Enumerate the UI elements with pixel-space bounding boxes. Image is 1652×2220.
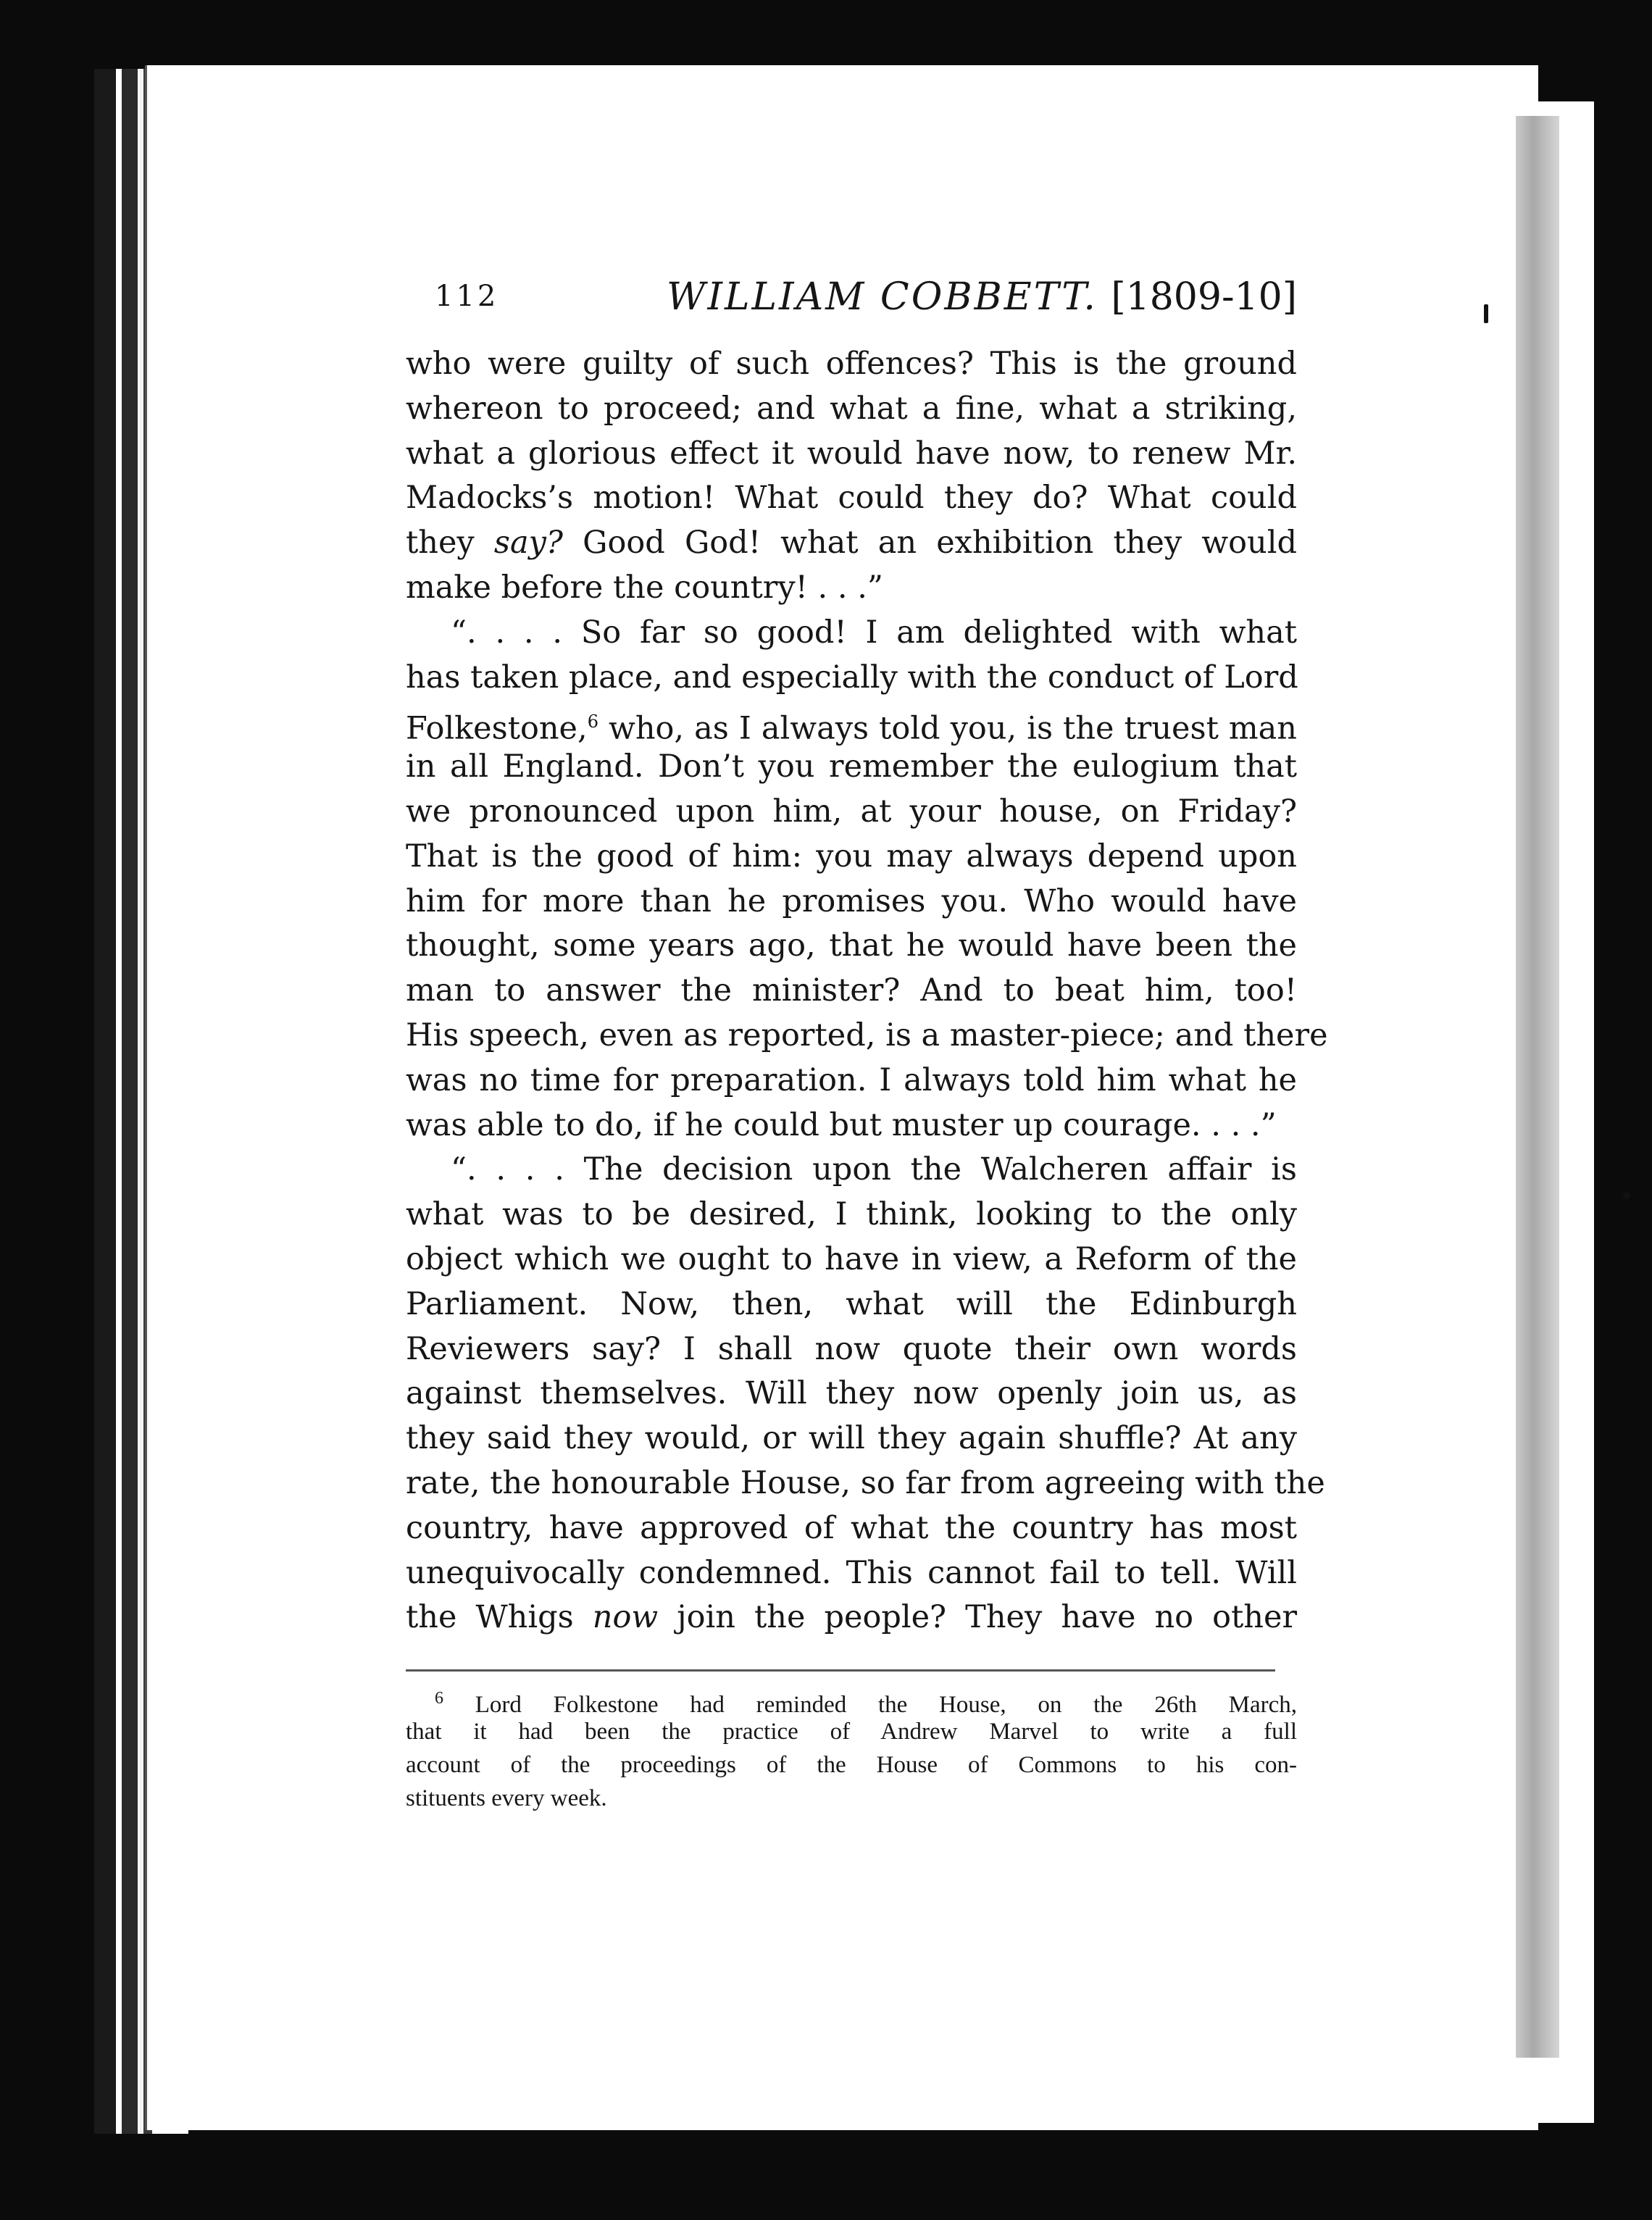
text-line: thought, some years ago, that he would have been the: [406, 927, 1297, 964]
text-span: who, as I always told you, is the truest man: [598, 710, 1297, 747]
footnote-ref: 6: [587, 712, 598, 733]
text-line: what a glorious effect it would have now, to renew Mr.: [406, 435, 1297, 472]
text-line: Madocks’s motion! What could they do? What could: [406, 480, 1297, 517]
text-line: His speech, even as reported, is a master-piece; and there: [406, 1017, 1328, 1053]
text-line: make before the country! . . .”: [406, 569, 883, 606]
text-span: they: [406, 525, 494, 562]
text-line: who were guilty of such offences? This is the ground: [406, 346, 1297, 382]
page-text: [406, 275, 1328, 1815]
running-years: [1809-10]: [1111, 275, 1297, 319]
text-line: in all England. Don’t you remember the eulogium that: [406, 748, 1297, 785]
text-line: [406, 1595, 1297, 1640]
scan-speck: [1623, 1192, 1630, 1199]
text-line: “. . . . The decision upon the Walcheren affair is: [451, 1151, 1297, 1188]
scan-border-left: [0, 0, 94, 2220]
text-line: was able to do, if he could but muster up courage. . . .”: [406, 1106, 1277, 1143]
text-line: “. . . . So far so good! I am delighted with what: [451, 614, 1297, 651]
text-line: him for more than he promises you. Who would have: [406, 882, 1297, 919]
italic-word: say?: [493, 525, 563, 562]
text-line: rate, the honourable House, so far from agreeing with the: [406, 1464, 1325, 1501]
text-line: against themselves. Will they now openly join us, as: [406, 1375, 1297, 1412]
text-line: what was to be desired, I think, looking to the only: [406, 1196, 1297, 1233]
text-line: was no time for preparation. I always told him what he: [406, 1061, 1297, 1098]
text-line: That is the good of him: you may always depend upon: [406, 838, 1297, 875]
body-text: [406, 342, 1328, 1640]
text-span: the Whigs: [406, 1599, 593, 1636]
text-line: unequivocally condemned. This cannot fail to tell. Will: [406, 1554, 1297, 1591]
text-span: Folkestone,: [406, 710, 588, 747]
running-head: [406, 275, 1297, 326]
page-edge-shadow: [1516, 116, 1559, 2058]
text-line: whereon to proceed; and what a fine, what a striking,: [406, 390, 1297, 427]
scan-border-right: [1594, 0, 1652, 2220]
text-span: Good God! what an exhibition they would: [562, 525, 1297, 562]
italic-word: now: [592, 1599, 659, 1636]
text-line: [406, 521, 1297, 566]
footnote-line: account of the proceedings of the House of Commons to his con-: [406, 1752, 1297, 1779]
scan-speck: [1484, 304, 1488, 323]
footnote-divider: [406, 1669, 1275, 1672]
text-line: country, have approved of what the country has most: [406, 1509, 1297, 1546]
text-line: [406, 700, 1297, 745]
scan-border-bottom: [0, 2123, 1652, 2220]
footnote-line: that it had been the practice of Andrew Marvel to write a full: [406, 1719, 1297, 1745]
text-line: we pronounced upon him, at your house, on Friday?: [406, 793, 1297, 830]
page-number: 112: [435, 280, 499, 313]
footnote: [406, 1682, 1297, 1815]
footnote-line: stituents every week.: [406, 1785, 607, 1812]
text-line: they said they would, or will they again shuffle? At any: [406, 1420, 1297, 1457]
text-span: join the people? They have no other: [658, 1599, 1297, 1636]
text-line: Parliament. Now, then, what will the Edinburgh: [406, 1285, 1297, 1322]
footnote-marker: 6: [435, 1689, 443, 1708]
text-line: has taken place, and especially with the conduct of Lord: [406, 659, 1298, 696]
text-line: object which we ought to have in view, a Reform of the: [406, 1240, 1297, 1277]
running-title: WILLIAM COBBETT.: [667, 275, 1098, 319]
text-line: Reviewers say? I shall now quote their own words: [406, 1330, 1297, 1367]
text-line: man to answer the minister? And to beat him, too!: [406, 972, 1297, 1009]
footnote-line: [406, 1682, 1297, 1719]
footnote-text: Lord Folkestone had reminded the House, on the 26th March,: [443, 1692, 1297, 1719]
